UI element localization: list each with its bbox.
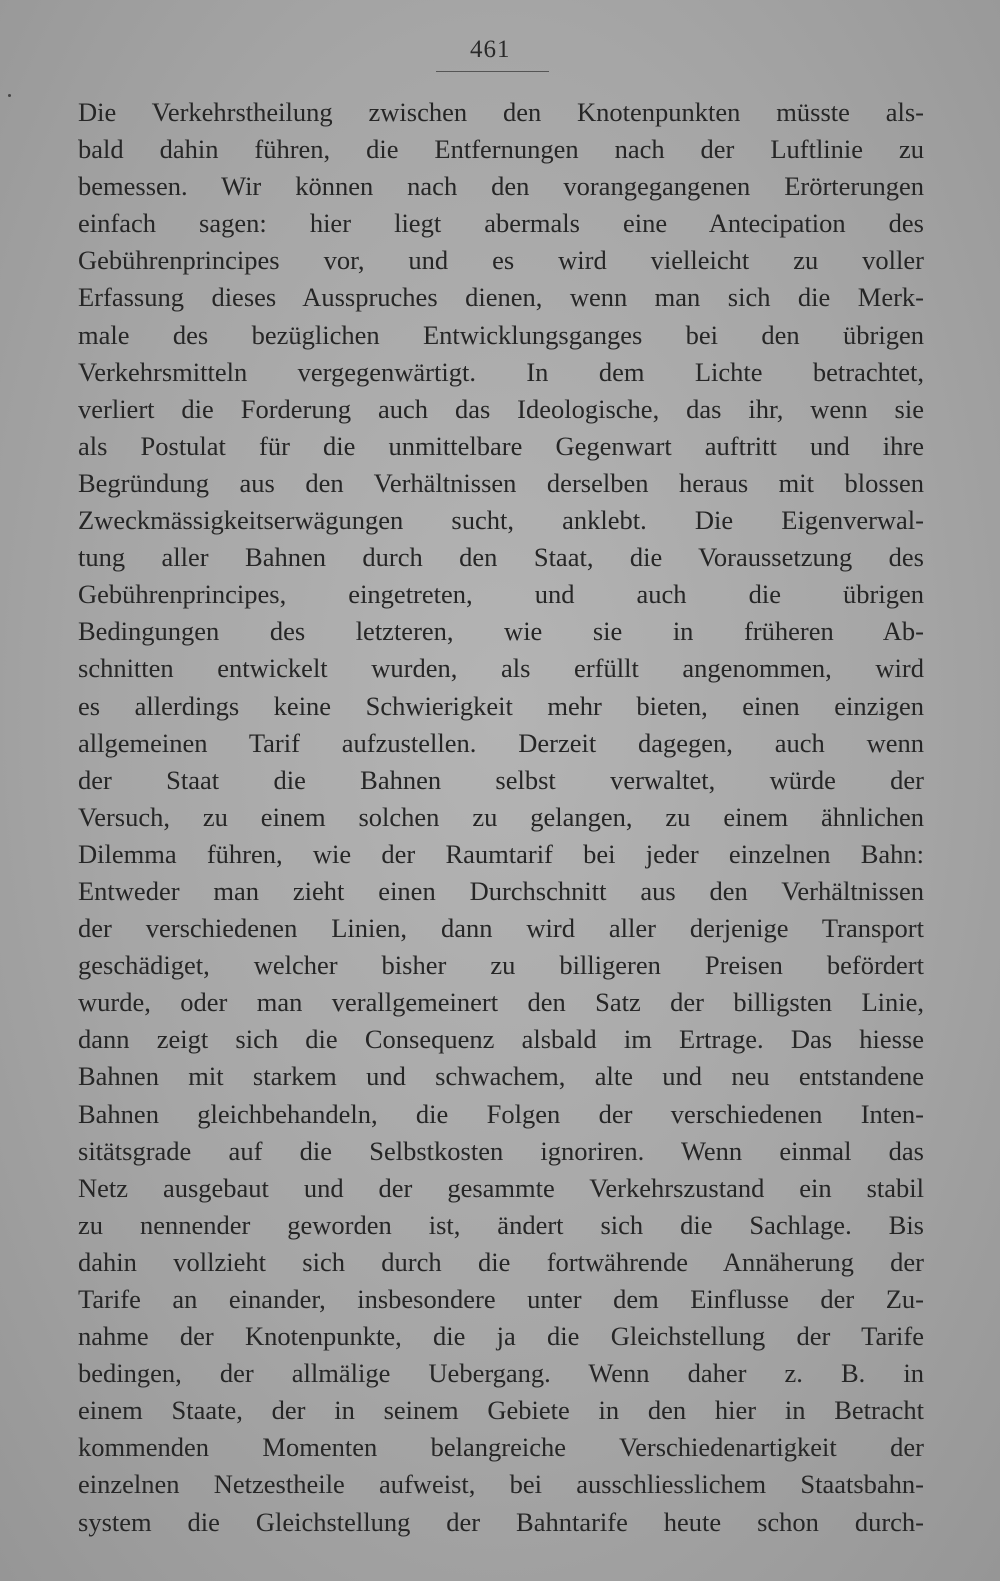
text-line: kommenden Momenten belangreiche Verschiedenartigkeit der	[78, 1432, 924, 1463]
margin-mark	[8, 94, 11, 97]
text-line: wurde, oder man verallgemeinert den Satz der billigsten Linie,	[78, 987, 924, 1018]
text-line: Gebührenprincipes, eingetreten, und auch die übrigen	[78, 579, 924, 610]
text-line: geschädiget, welcher bisher zu billigeren Preisen befördert	[78, 950, 924, 981]
text-line: dahin vollzieht sich durch die fortwährende Annäherung der	[78, 1246, 924, 1277]
text-line: Dilemma führen, wie der Raumtarif bei jeder einzelnen Bahn:	[78, 838, 924, 869]
text-line: Bedingungen des letzteren, wie sie in früheren Ab-	[78, 616, 924, 647]
text-line: Entweder man zieht einen Durchschnitt aus den Verhältnissen	[78, 875, 924, 906]
text-line: verliert die Forderung auch das Ideologische, das ihr, wenn sie	[78, 393, 924, 424]
text-line: nahme der Knotenpunkte, die ja die Gleichstellung der Tarife	[78, 1321, 924, 1352]
text-line: system die Gleichstellung der Bahntarife heute schon durch-	[78, 1506, 924, 1537]
text-line: Gebührenprincipes vor, und es wird vielleicht zu voller	[78, 245, 924, 276]
text-line: einzelnen Netzestheile aufweist, bei ausschliesslichem Staatsbahn-	[78, 1469, 924, 1500]
text-line: schnitten entwickelt wurden, als erfüllt angenommen, wird	[78, 653, 924, 684]
text-line: sitätsgrade auf die Selbstkosten ignoriren. Wenn einmal das	[78, 1135, 924, 1166]
text-line: Tarife an einander, insbesondere unter dem Einflusse der Zu-	[78, 1284, 924, 1314]
text-line: als Postulat für die unmittelbare Gegenwart auftritt und ihre	[78, 430, 924, 461]
text-line: Erfassung dieses Ausspruches dienen, wenn man sich die Merk-	[78, 282, 924, 313]
text-line: bemessen. Wir können nach den vorangegangenen Erörterungen	[78, 171, 924, 202]
text-line: Netz ausgebaut und der gesammte Verkehrszustand ein stabil	[78, 1172, 924, 1203]
text-line: bedingen, der allmälige Uebergang. Wenn daher z. B. in	[78, 1358, 924, 1389]
header-rule	[436, 71, 549, 72]
text-line: Versuch, zu einem solchen zu gelangen, zu einem ähnlichen	[78, 801, 924, 832]
text-line: Bahnen gleichbehandeln, die Folgen der verschiedenen Inten-	[78, 1098, 924, 1129]
text-line: einfach sagen: hier liegt abermals eine Antecipation des	[78, 208, 924, 239]
text-line: Verkehrsmitteln vergegenwärtigt. In dem Lichte betrachtet,	[78, 356, 924, 387]
text-line: der Staat die Bahnen selbst verwaltet, würde der	[78, 764, 924, 795]
text-line: tung aller Bahnen durch den Staat, die Voraussetzung des	[78, 542, 924, 573]
text-line: allgemeinen Tarif aufzustellen. Derzeit dagegen, auch wenn	[78, 727, 924, 758]
body-text	[78, 94, 924, 1541]
text-line: der verschiedenen Linien, dann wird aller derjenige Transport	[78, 913, 924, 944]
text-line: male des bezüglichen Entwicklungsganges bei den übrigen	[78, 319, 924, 350]
page-number: 461	[470, 36, 511, 63]
text-line: Bahnen mit starkem und schwachem, alte und neu entstandene	[78, 1061, 924, 1092]
text-line: dann zeigt sich die Consequenz alsbald im Ertrage. Das hiesse	[78, 1024, 924, 1055]
text-line: es allerdings keine Schwierigkeit mehr bieten, einen einzigen	[78, 690, 924, 721]
text-line: zu nennender geworden ist, ändert sich die Sachlage. Bis	[78, 1209, 924, 1240]
text-line: Begründung aus den Verhältnissen derselben heraus mit blossen	[78, 467, 924, 498]
text-line: Zweckmässigkeitserwägungen sucht, anklebt. Die Eigenverwal-	[78, 505, 924, 536]
text-line: einem Staate, der in seinem Gebiete in den hier in Betracht	[78, 1395, 924, 1426]
text-line: Die Verkehrstheilung zwischen den Knotenpunkten müsste als-	[78, 97, 924, 127]
text-line: bald dahin führen, die Entfernungen nach der Luftlinie zu	[78, 134, 924, 165]
